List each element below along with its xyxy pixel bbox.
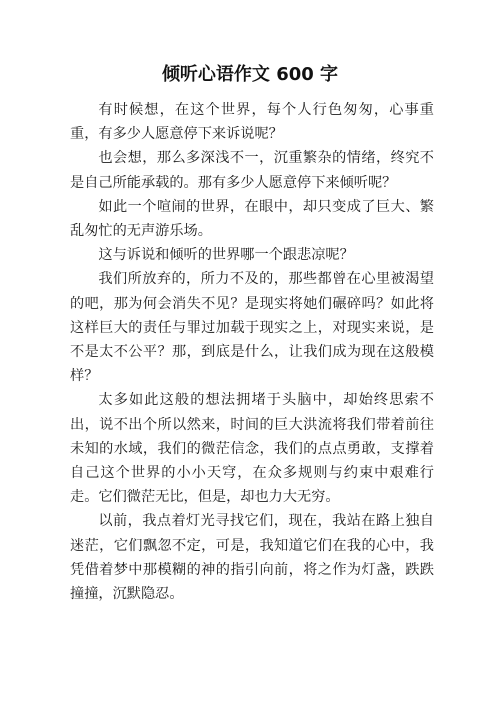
paragraph: 太多如此这般的想法拥堵于头脑中，却始终思索不出，说不出个所以然来，时间的巨大洪流将我们带着前往未知的水域，我们的微茫信念，我们的点点勇敢，支撑着自己这个世界的小小天穹，在众多规则与约束中艰难行走。它们微茫无比，但是，却也力大无穷。 <box>70 392 434 506</box>
paragraph: 有时候想，在这个世界，每个人行色匆匆，心事重重，有多少人愿意停下来诉说呢？ <box>70 102 434 143</box>
paragraph: 也会想，那么多深浅不一，沉重繁杂的情绪，终究不是自己所能承载的。那有多少人愿意停下来倾听呢？ <box>70 150 434 191</box>
paragraph: 如此一个喧闹的世界，在眼中，却只变成了巨大、繁乱匆忙的无声游乐场。 <box>70 198 434 240</box>
paragraph: 这与诉说和倾听的世界哪一个跟悲凉呢？ <box>98 247 354 264</box>
document-body <box>70 98 434 606</box>
paragraph: 我们所放弃的，所力不及的，那些都曾在心里被渴望的吧，那为何会消失不见？是现实将她们碾碎吗？如此将这样巨大的责任与罪过加载于现实之上，对现实来说，是不是太不公平？那，到底是什么，让我们成为现在这般模样？ <box>70 271 434 385</box>
paragraph: 以前，我点着灯光寻找它们，现在，我站在路上独自迷茫，它们飘忽不定，可是，我知道它们在我的心中，我凭借着梦中那模糊的神的指引向前，将之作为灯盏，跌跌撞撞，沉默隐忍。 <box>70 513 434 603</box>
document-title: 倾听心语作文 600 字 <box>161 64 339 85</box>
